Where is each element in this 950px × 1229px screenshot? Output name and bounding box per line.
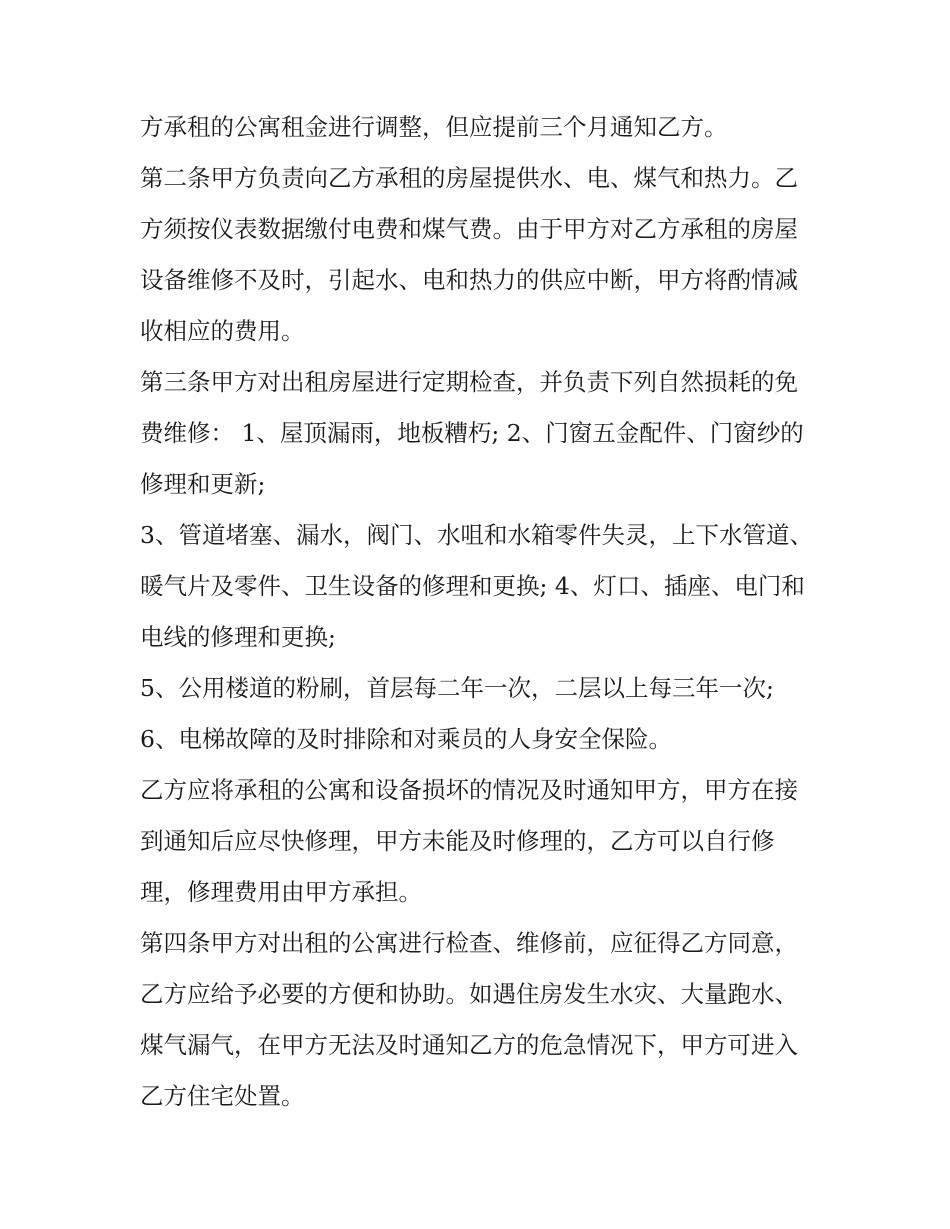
paragraph-tenant-notice: 乙方应将承租的公寓和设备损坏的情况及时通知甲方，甲方在接到通知后应尽快修理，甲方未能及时修理的，乙方可以自行修理，修理费用由甲方承担。 [140,776,798,906]
paragraph-rent-adjustment: 方承租的公寓租金进行调整，但应提前三个月通知乙方。 [140,113,728,141]
paragraph-item-six: 6、电梯故障的及时排除和对乘员的人身安全保险。 [140,725,672,753]
document-body [140,102,815,1122]
paragraph-article-two: 第二条甲方负责向乙方承租的房屋提供水、电、煤气和热力。乙方须按仪表数据缴付电费和煤气费。由于甲方对乙方承租的房屋设备维修不及时，引起水、电和热力的供应中断，甲方将酌情减收相应的费用。 [140,164,798,345]
paragraph-article-three: 第三条甲方对出租房屋进行定期检查，并负责下列自然损耗的免费维修： 1、屋顶漏雨，地板糟朽; 2、门窗五金配件、门窗纱的修理和更新; [140,368,804,498]
paragraph-item-five: 5、公用楼道的粉刷，首层每二年一次，二层以上每三年一次; [140,674,774,702]
paragraph-article-four: 第四条甲方对出租的公寓进行检查、维修前，应征得乙方同意，乙方应给予必要的方便和协助。如遇住房发生水灾、大量跑水、煤气漏气，在甲方无法及时通知乙方的危急情况下，甲方可进入乙方住宅处置。 [140,929,798,1110]
paragraph-item-three: 3、管道堵塞、漏水，阀门、水咀和水箱零件失灵，上下水管道、暖气片及零件、卫生设备的修理和更换; 4、灯口、插座、电门和电线的修理和更换; [140,521,813,651]
